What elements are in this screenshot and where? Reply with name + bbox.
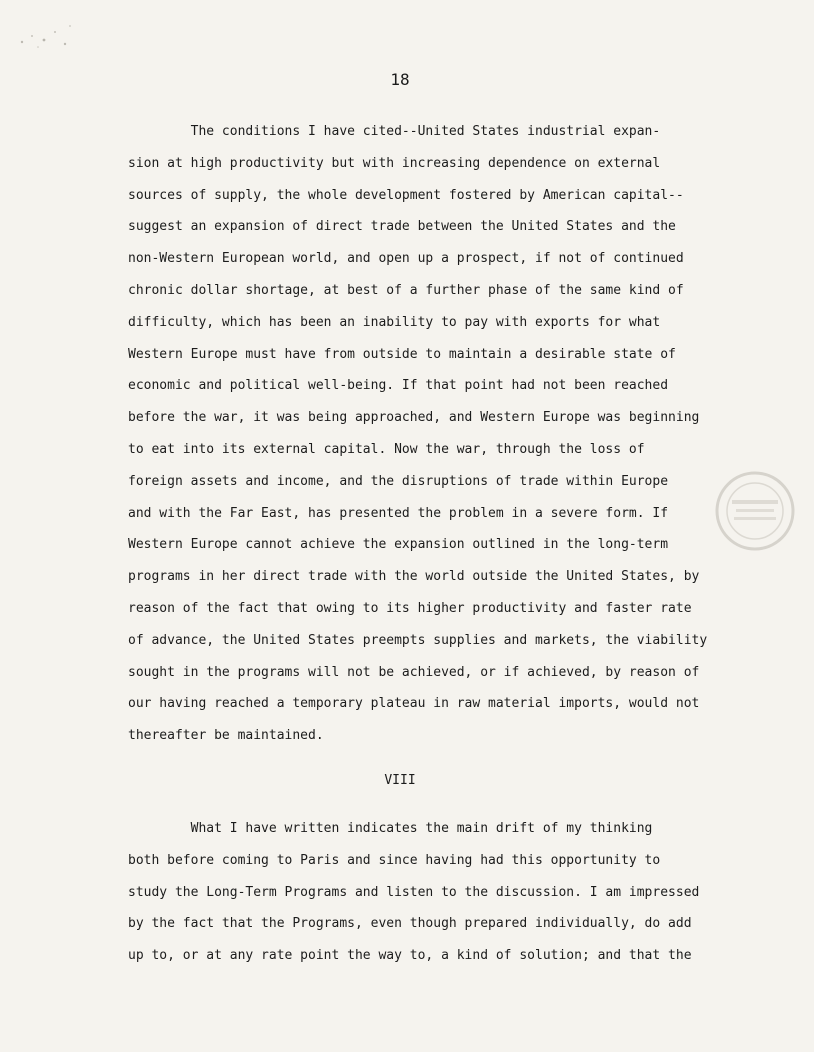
text-line: chronic dollar shortage, at best of a further phase of the same kind of: [128, 282, 684, 298]
paragraph-1: [128, 116, 718, 752]
text-line: and with the Far East, has presented the problem in a severe form. If: [128, 505, 669, 521]
text-line: programs in her direct trade with the world outside the United States, by: [128, 569, 700, 585]
text-line: sion at high productivity but with increasing dependence on external: [128, 155, 661, 171]
text-line: of advance, the United States preempts supplies and markets, the viability: [128, 632, 708, 648]
text-line: difficulty, which has been an inability to pay with exports for what: [128, 314, 661, 330]
text-line: to eat into its external capital. Now the war, through the loss of: [128, 441, 645, 457]
section-heading: VIII: [384, 773, 416, 788]
text-line: both before coming to Paris and since having had this opportunity to: [128, 852, 661, 868]
text-line: before the war, it was being approached, and Western Europe was beginning: [128, 410, 700, 426]
text-line: sources of supply, the whole development fostered by American capital--: [128, 187, 684, 203]
text-line: Western Europe cannot achieve the expansion outlined in the long-term: [128, 537, 669, 553]
text-line: reason of the fact that owing to its higher productivity and faster rate: [128, 600, 692, 616]
paper-specks: [10, 14, 80, 54]
text-line: Western Europe must have from outside to maintain a desirable state of: [128, 346, 676, 362]
text-line: foreign assets and income, and the disruptions of trade within Europe: [128, 473, 669, 489]
text-line: up to, or at any rate point the way to, a kind of solution; and that the: [128, 948, 692, 964]
text-line: by the fact that the Programs, even though prepared individually, do add: [128, 916, 692, 932]
text-line: suggest an expansion of direct trade between the United States and the: [128, 219, 676, 235]
paragraph-2: [128, 813, 718, 972]
text-line: study the Long-Term Programs and listen to the discussion. I am impressed: [128, 884, 700, 900]
text-line: sought in the programs will not be achieved, or if achieved, by reason of: [128, 664, 700, 680]
text-line: our having reached a temporary plateau in raw material imports, would not: [128, 696, 700, 712]
text-line: What I have written indicates the main drift of my thinking: [128, 821, 653, 836]
text-line: thereafter be maintained.: [128, 728, 324, 744]
text-line: non-Western European world, and open up a prospect, if not of continued: [128, 251, 684, 267]
page-number: 18: [390, 70, 410, 89]
text-line: economic and political well-being. If that point had not been reached: [128, 378, 669, 394]
archive-stamp: [712, 468, 798, 554]
text-line: The conditions I have cited--United States industrial expan-: [128, 124, 661, 139]
